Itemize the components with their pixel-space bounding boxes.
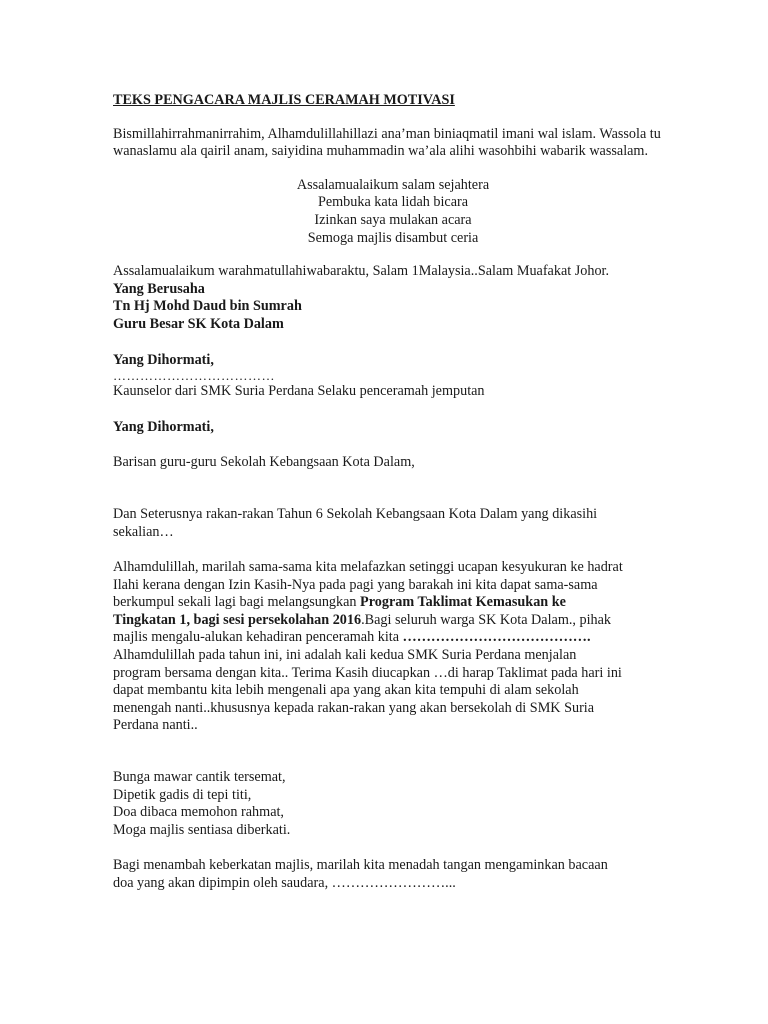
spacer <box>113 401 673 419</box>
closing-pantun <box>113 769 673 839</box>
paragraph-line: Ilahi kerana dengan Izin Kasih-Nya pada pagi yang barakah ini kita dapat sama-sama <box>113 576 598 593</box>
name-placeholder-dots: …………………………………. <box>402 629 591 646</box>
pantun-line: Doa dibaca memohon rahmat, <box>113 804 284 821</box>
prayer-line: Bagi menambah keberkatan majlis, marilah kita menadah tangan mengaminkan bacaan <box>113 857 608 874</box>
spacer <box>113 839 673 857</box>
paragraph-line: Alhamdulillah pada tahun ini, ini adalah kali kedua SMK Suria Perdana menjalan <box>113 647 577 664</box>
spacer <box>113 436 673 454</box>
program-name: Program Taklimat Kemasukan ke <box>360 594 566 611</box>
spacer <box>113 472 673 506</box>
students-line: Dan Seterusnya rakan-rakan Tahun 6 Sekolah Kebangsaan Kota Dalam yang dikasihi <box>113 505 598 522</box>
paragraph-line: dapat membantu kita lebih mengenali apa yang akan kita tempuhi di alam sekolah <box>113 682 579 699</box>
intro-line: wanaslamu ala qairil anam, saiyidina muhammadin wa’ala alihi wasohbihi wabarik wassalam. <box>113 143 649 160</box>
document-page <box>113 92 673 893</box>
honor-label: Yang Dihormati, <box>113 418 214 435</box>
paragraph-text: berkumpul sekali lagi bagi melangsungkan <box>113 594 361 611</box>
pantun-line: Semoga majlis disambut ceria <box>307 229 479 246</box>
opening-pantun <box>113 177 673 247</box>
main-paragraph <box>113 559 673 735</box>
greeting-line: Assalamualaikum warahmatullahiwabaraktu, Salam 1Malaysia..Salam Muafakat Johor. <box>113 263 610 280</box>
program-name: Tingkatan 1, bagi sesi persekolahan 2016 <box>113 611 362 628</box>
honor-description: Barisan guru-guru Sekolah Kebangsaan Kota Dalam, <box>113 454 415 471</box>
document-title: TEKS PENGACARA MAJLIS CERAMAH MOTIVASI <box>113 92 455 108</box>
paragraph-line: Perdana nanti.. <box>113 717 198 734</box>
spacer <box>113 735 673 769</box>
paragraph-text: .Bagi seluruh warga SK Kota Dalam., pihak <box>361 611 612 628</box>
honor-title: Guru Besar SK Kota Dalam <box>113 315 284 332</box>
honor-label: Yang Berusaha <box>113 280 205 297</box>
spacer <box>113 541 673 559</box>
paragraph-line: Alhamdulillah, marilah sama-sama kita melafazkan setinggi ucapan kesyukuran ke hadrat <box>113 559 623 576</box>
honor-description: Kaunselor dari SMK Suria Perdana Selaku penceramah jemputan <box>113 383 485 400</box>
pantun-line: Assalamualaikum salam sejahtera <box>296 176 490 193</box>
pantun-line: Moga majlis sentiasa diberkati. <box>113 821 291 838</box>
honor-label: Yang Dihormati, <box>113 351 214 368</box>
paragraph-line: program bersama dengan kita.. Terima Kasih diucapkan …di harap Taklimat pada hari ini <box>113 664 622 681</box>
honor-name: Tn Hj Mohd Daud bin Sumrah <box>113 298 302 315</box>
pantun-line: Dipetik gadis di tepi titi, <box>113 786 252 803</box>
paragraph-line: menengah nanti..khususnya kepada rakan-rakan yang akan bersekolah di SMK Suria <box>113 699 595 716</box>
pantun-line: Bunga mawar cantik tersemat, <box>113 769 286 786</box>
pantun-line: Izinkan saya mulakan acara <box>314 211 472 228</box>
paragraph-line <box>113 629 673 647</box>
students-line: sekalian… <box>113 523 174 540</box>
spacer <box>113 334 673 352</box>
prayer-line: doa yang akan dipimpin oleh saudara, ……………………... <box>113 875 456 891</box>
paragraph-line <box>113 612 673 630</box>
intro-line: Bismillahirrahmanirrahim, Alhamdulillahillazi ana’man biniaqmatil imani wal islam. Wassola tu <box>113 125 661 142</box>
paragraph-text: majlis mengalu-alukan kehadiran penceramah kita <box>113 629 403 646</box>
name-placeholder-dots: ……………………………… <box>113 368 275 384</box>
pantun-line: Pembuka kata lidah bicara <box>317 194 469 211</box>
paragraph-line <box>113 594 673 612</box>
